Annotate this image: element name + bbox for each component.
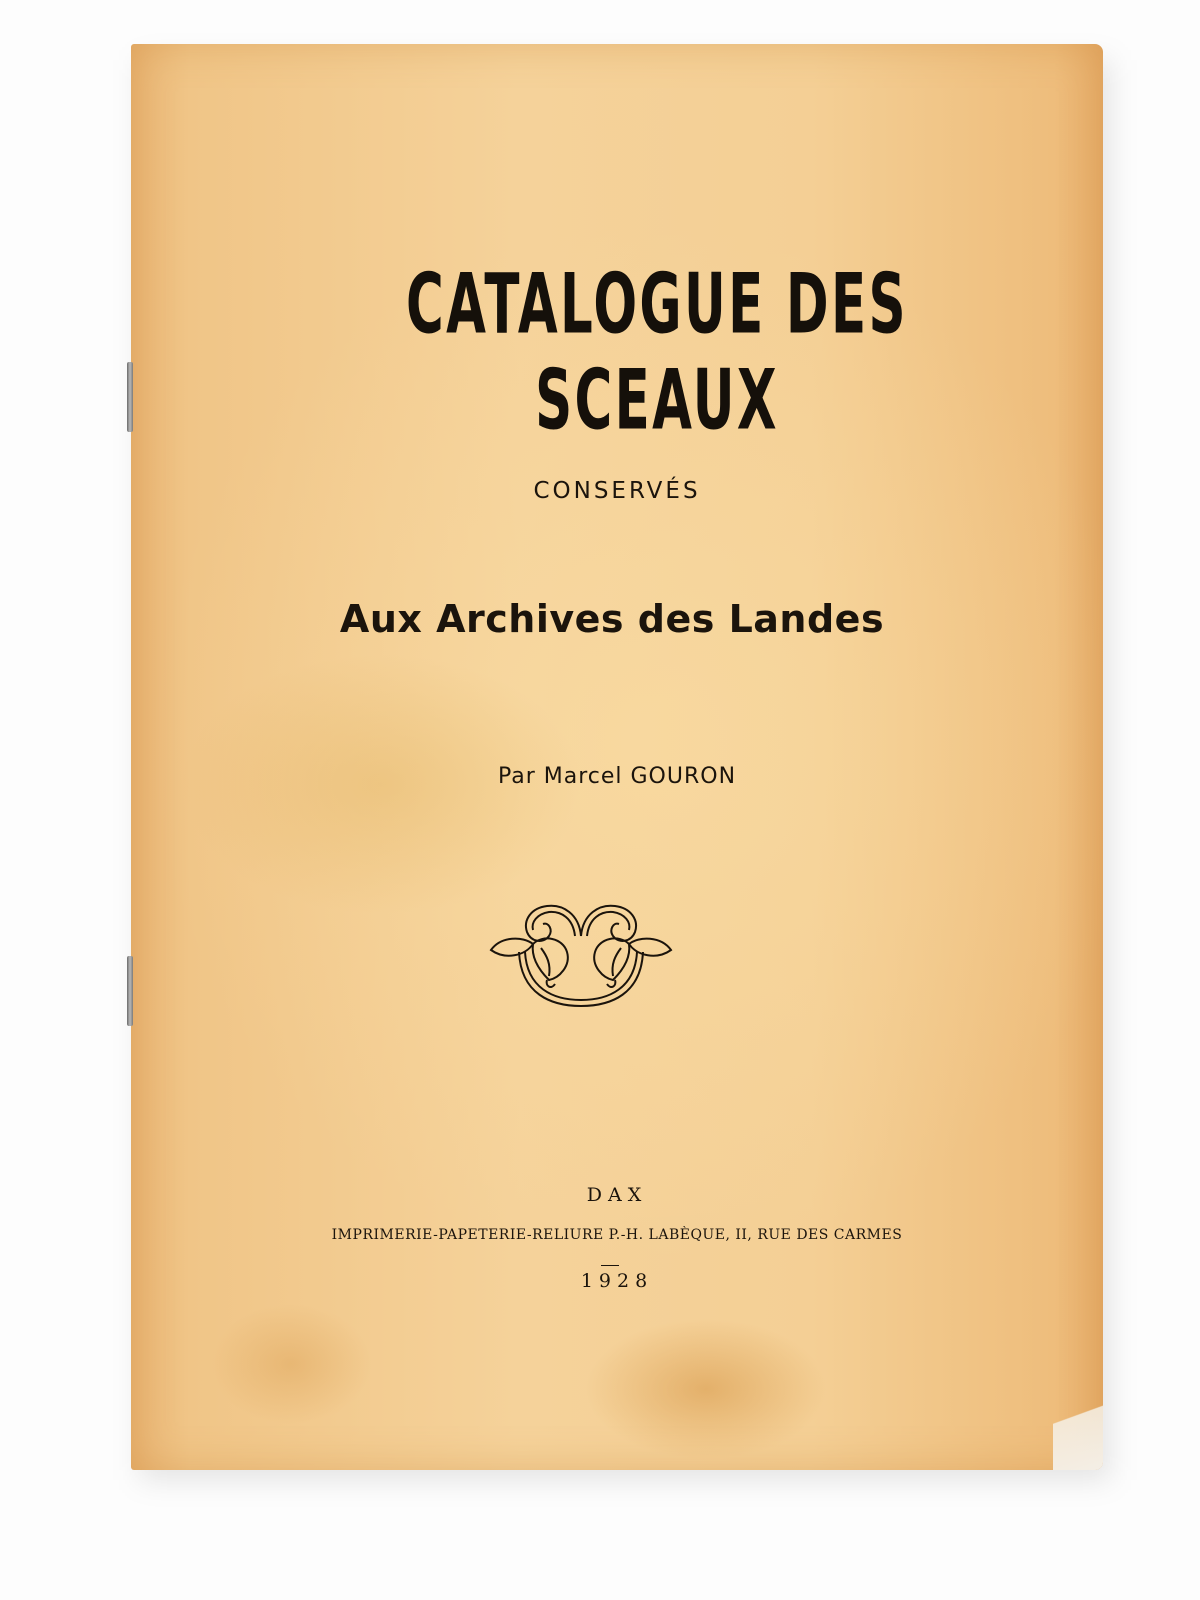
cover-author: Par Marcel GOURON <box>497 764 737 789</box>
staple-top <box>127 362 133 432</box>
staple-bottom <box>127 956 133 1026</box>
cover-title: CATALOGUE DES SCEAUX <box>406 256 908 449</box>
imprint-divider <box>601 1265 619 1266</box>
cover-location: Aux Archives des Landes <box>339 597 885 641</box>
imprint-city: DAX <box>586 1184 648 1206</box>
booklet-cover <box>131 44 1103 1470</box>
imprint-printer: IMPRIMERIE-PAPETERIE-RELIURE P.-H. LABÈQUE, II, RUE DES CARMES <box>331 1227 903 1243</box>
cover-subtitle: CONSERVÉS <box>533 478 701 504</box>
worn-corner <box>1053 1380 1103 1470</box>
imprint-year: 1928 <box>580 1270 654 1292</box>
floral-scroll-icon <box>481 864 681 1024</box>
